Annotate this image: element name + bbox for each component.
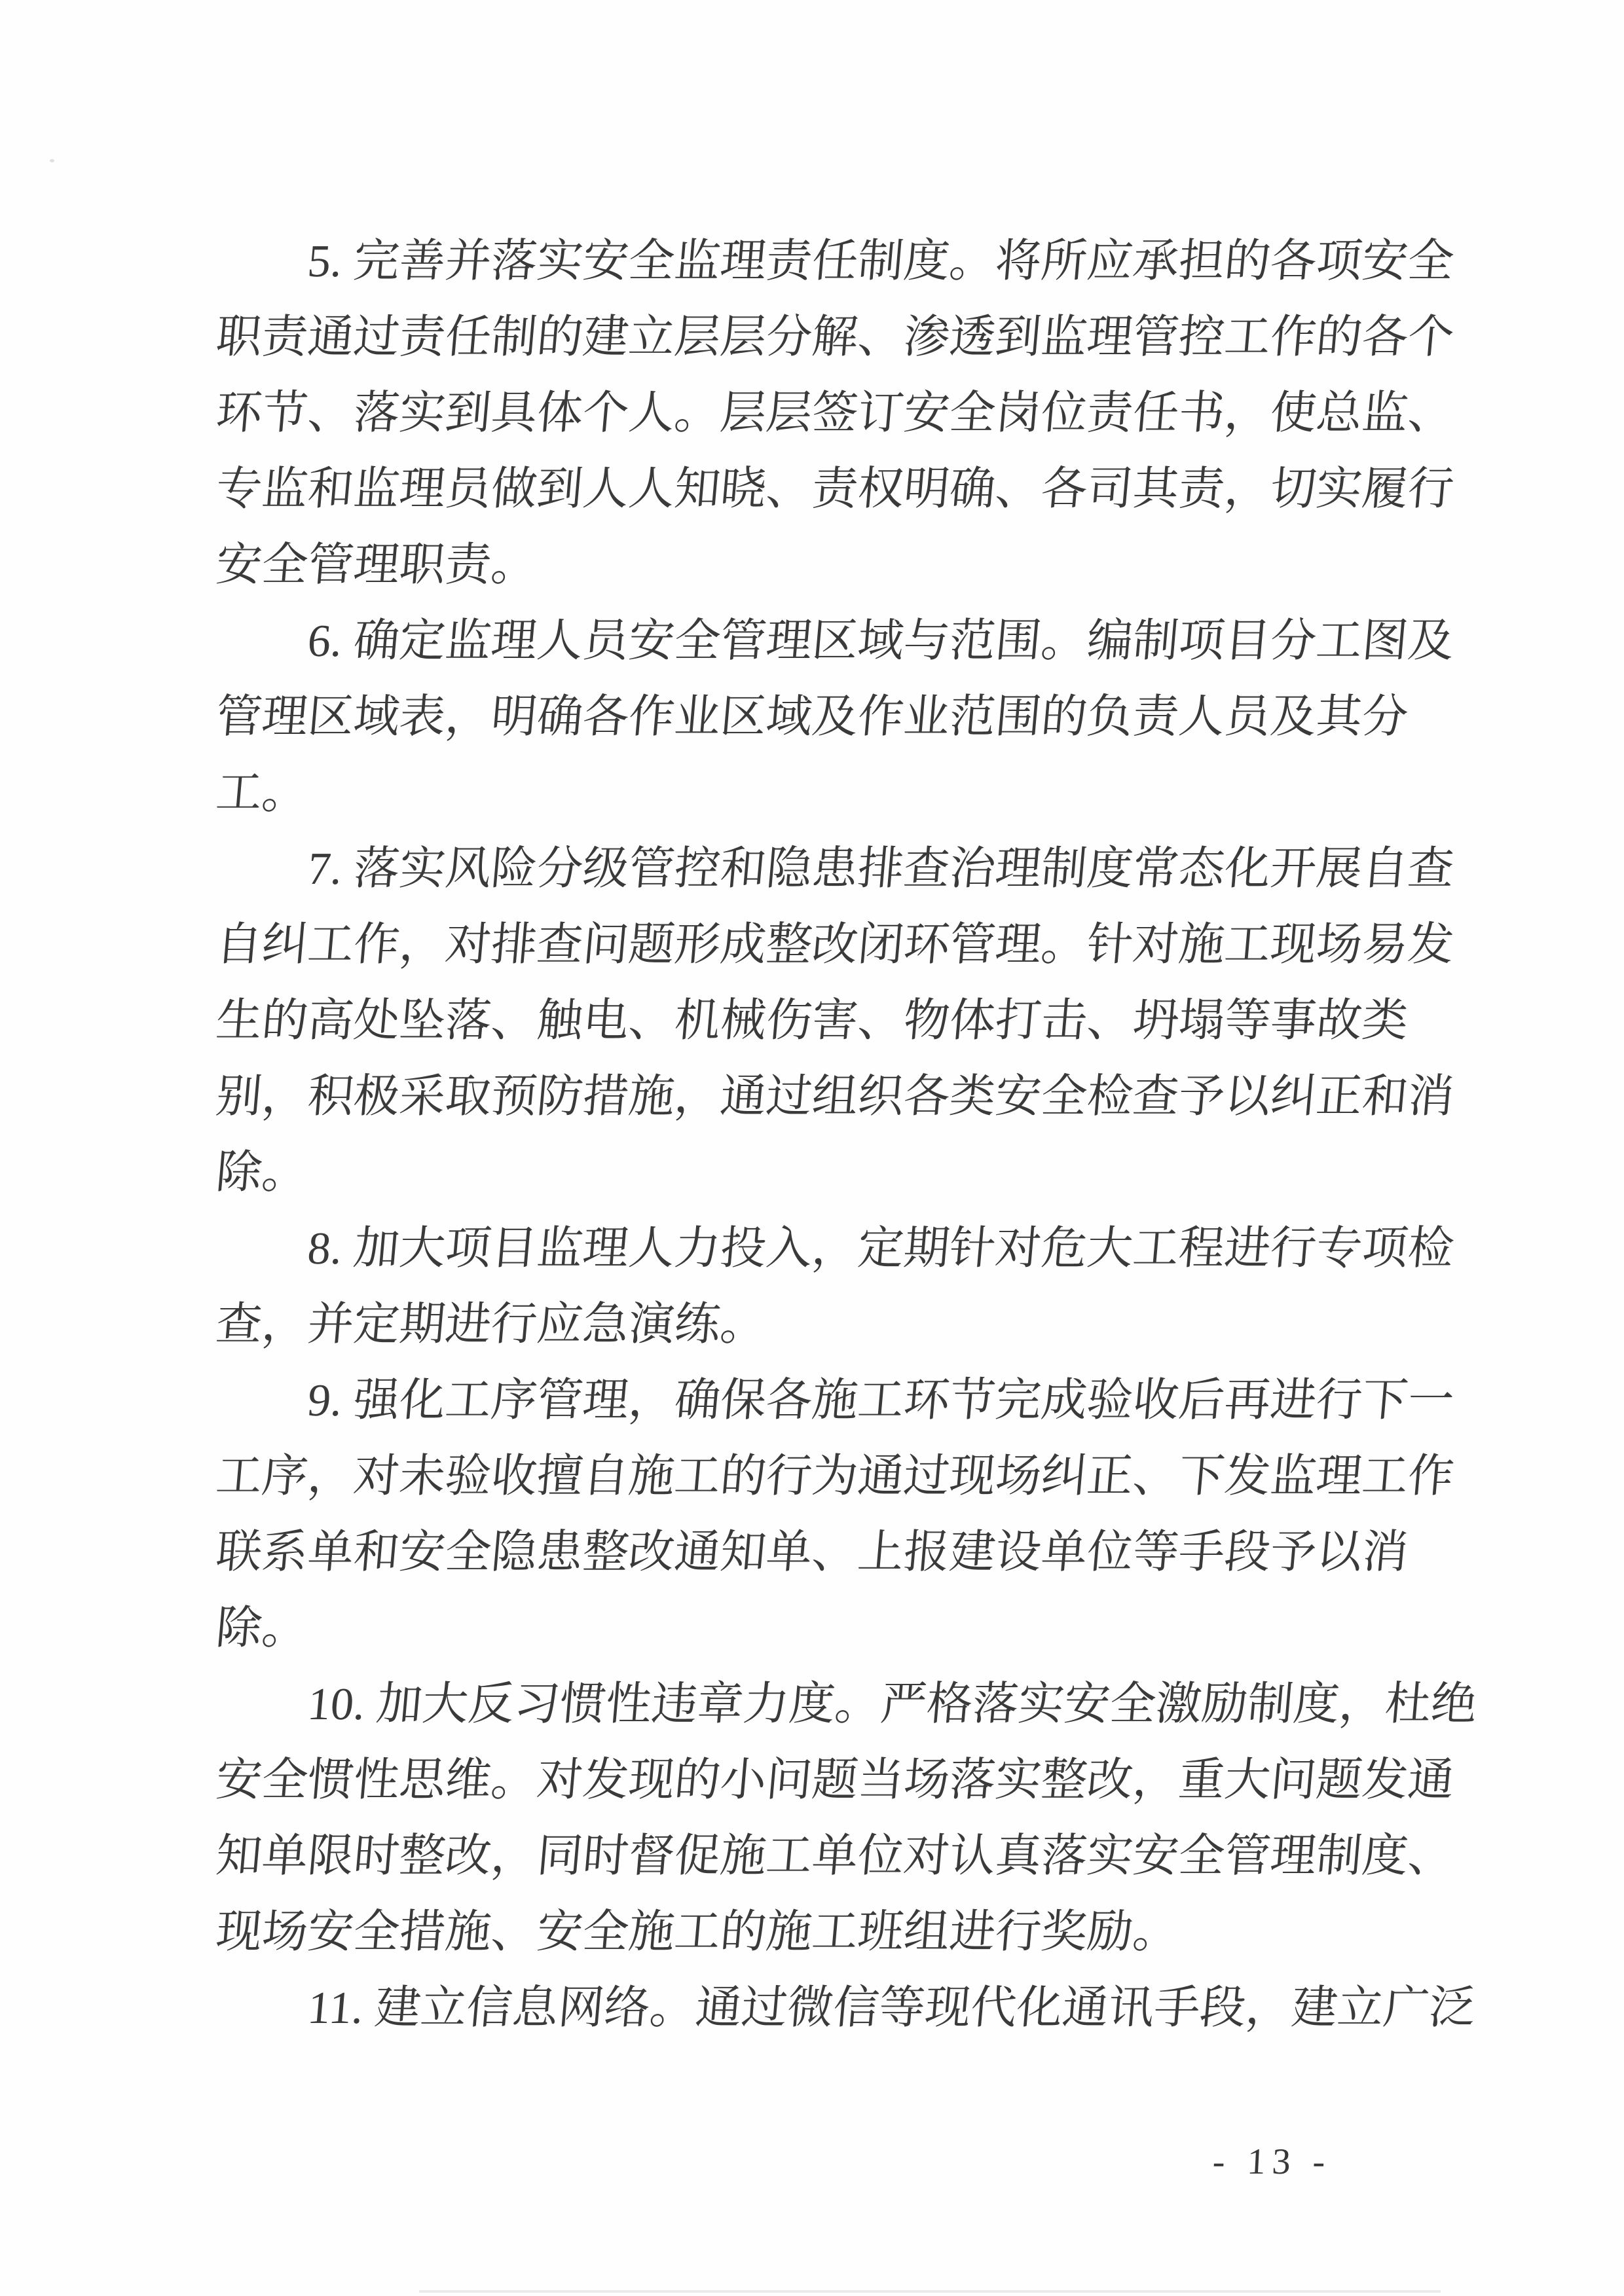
text-line: 自纠工作，对排查问题形成整改闭环管理。针对施工现场易发 [213, 920, 1456, 970]
text-line: 工序，对未验收擅自施工的行为通过现场纠正、下发监理工作 [213, 1451, 1456, 1502]
text-line: 8. 加大项目监理人力投入，定期针对危大工程进行专项检 [305, 1224, 1456, 1274]
paragraph-10 [213, 1667, 1479, 1971]
text-line: 7. 落实风险分级管控和隐患排查治理制度常态化开展自查 [305, 844, 1456, 894]
text-line: 除。 [213, 1603, 310, 1654]
paragraph-9 [213, 1363, 1456, 1667]
scan-artifact-dot [50, 159, 54, 162]
paragraph-7 [213, 831, 1456, 1211]
page-number: - 13 - [1211, 2141, 1333, 2182]
text-line: 管理区域表，明确各作业区域及作业范围的负责人员及其分 [213, 692, 1411, 742]
paragraph-11 [216, 1971, 1477, 2047]
paragraph-6 [213, 604, 1456, 831]
paragraph-5 [213, 224, 1456, 604]
text-line: 环节、落实到具体个人。层层签订安全岗位责任书，使总监、 [213, 388, 1456, 439]
text-line: 生的高处坠落、触电、机械伤害、物体打击、坍塌等事故类 [213, 996, 1411, 1046]
text-line: 9. 强化工序管理，确保各施工环节完成验收后再进行下一 [305, 1376, 1456, 1426]
text-line: 11. 建立信息网络。通过微信等现代化通讯手段，建立广泛 [305, 1983, 1477, 2033]
text-line: 查，并定期进行应急演练。 [213, 1300, 769, 1350]
text-line: 现场安全措施、安全施工的施工班组进行奖励。 [213, 1907, 1181, 1958]
text-line: 工。 [213, 768, 310, 818]
scan-artifact-bottom-edge [419, 2290, 1441, 2293]
text-line: 6. 确定监理人员安全管理区域与范围。编制项目分工图及 [305, 616, 1456, 666]
text-line: 联系单和安全隐患整改通知单、上报建设单位等手段予以消 [213, 1527, 1411, 1578]
text-line: 安全惯性思维。对发现的小问题当场落实整改，重大问题发通 [213, 1755, 1456, 1806]
text-line: 安全管理职责。 [213, 540, 540, 591]
text-line: 10. 加大反习惯性违章力度。严格落实安全激励制度，杜绝 [305, 1679, 1479, 1730]
paragraph-8 [213, 1211, 1456, 1363]
text-line: 知单限时整改，同时督促施工单位对认真落实安全管理制度、 [213, 1831, 1456, 1882]
text-block [213, 224, 1479, 2047]
text-line: 专监和监理员做到人人知晓、责权明确、各司其责，切实履行 [213, 464, 1456, 515]
text-line: 除。 [213, 1148, 310, 1198]
text-line: 别，积极采取预防措施，通过组织各类安全检查予以纠正和消 [213, 1072, 1456, 1122]
text-line: 职责通过责任制的建立层层分解、渗透到监理管控工作的各个 [213, 312, 1456, 363]
text-line: 5. 完善并落实安全监理责任制度。将所应承担的各项安全 [305, 236, 1456, 287]
